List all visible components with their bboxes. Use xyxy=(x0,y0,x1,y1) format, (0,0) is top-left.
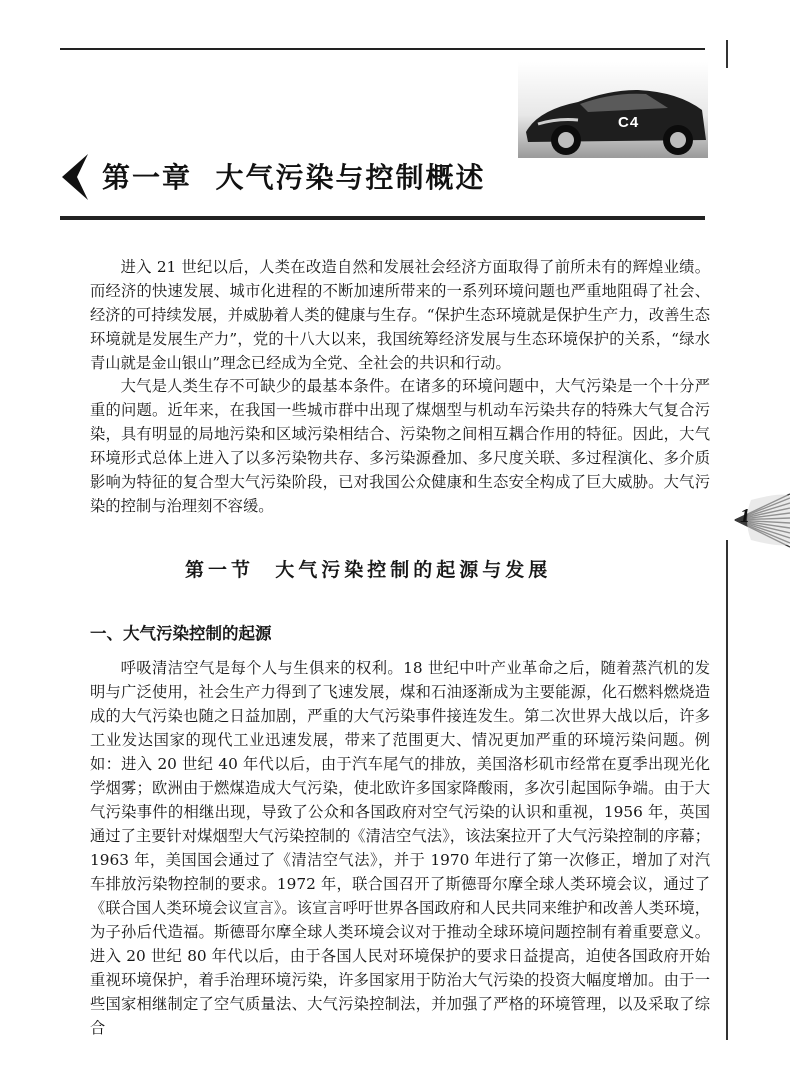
chapter-arrow-icon xyxy=(62,154,88,200)
car-logo-text: C4 xyxy=(618,114,640,131)
car-illustration-icon xyxy=(518,62,708,158)
subsection-title: 一、大气污染控制的起源 xyxy=(90,624,272,643)
section-title: 第一节 大气污染控制的起源与发展 xyxy=(185,559,552,581)
car-photo xyxy=(518,62,708,158)
body-paragraph-3: 呼吸清洁空气是每个人与生俱来的权利。18 世纪中叶产业革命之后，随着蒸汽机的发明与广泛使用，社会生产力得到了飞速发展，煤和石油逐渐成为主要能源，化石燃料燃烧造成的大气污染也随之日益加剧，严重的大气污染事件接连发生。第二次世界大战以后，许多工业发达国家的现代工业迅速发展，带来了范围更大、情况更加严重的环境污染问题。例如：进入 20 世纪 40 年代以后，由于汽车尾气的排放，美国洛杉矶市经常在夏季出现光化学烟雾；欧洲由于燃煤造成大气污染，使北欧许多国家降酸雨，多次引起国际争端。由于大气污染事件的相继出现，导致了公众和各国政府对空气污染的认识和重视，1956 年，英国通过了主要针对煤烟型大气污染控制的《清洁空气法》，该法案拉开了大气污染控制的序幕；1963 年，美国国会通过了《清洁空气法》，并于 1970 年进行了第一次修正，增加了对汽车排放污染物控制的要求。1972 年，联合国召开了斯德哥尔摩全球人类环境会议，通过了《联合国人类环境会议宣言》。该宣言呼吁世界各国政府和人民共同来维护和改善人类环境，为子孙后代造福。斯德哥尔摩全球人类环境会议对于推动全球环境问题控制有着重要意义。进入 20 世纪 80 年代以后，由于各国人民对环境保护的要求日益提高，迫使各国政府开始重视环境保护，着手治理环境污染，许多国家用于防治大气污染的投资大幅度增加。由于一些国家相继制定了空气质量法、大气污染控制法，并加强了严格的环境管理，以及采取了综合 xyxy=(90,659,710,1037)
margin-line-top xyxy=(726,40,728,68)
header-bottom-rule xyxy=(60,216,705,220)
body-paragraph-1: 进入 21 世纪以后，人类在改造自然和发展社会经济方面取得了前所未有的辉煌业绩。而经济的快速发展、城市化进程的不断加速所带来的一系列环境问题也严重地阻碍了社会、经济的可持续发展，并威胁着人类的健康与生存。“保护生态环境就是保护生产力，改善生态环境就是发展生产力”，党的十八大以来，我国统筹经济发展与生态环境保护的关系，“绿水青山就是金山银山”理念已经成为全党、全社会的共识和行动。 xyxy=(90,258,710,372)
margin-line-bottom xyxy=(726,540,728,1040)
chapter-title: 第一章 大气污染与控制概述 xyxy=(102,161,486,194)
header-top-rule xyxy=(60,48,705,50)
body-paragraph-2: 大气是人类生存不可缺少的最基本条件。在诸多的环境问题中，大气污染是一个十分严重的问题。近年来，在我国一些城市群中出现了煤烟型与机动车污染共存的特殊大气复合污染，具有明显的局地污染和区域污染相结合、污染物之间相互耦合作用的特征。因此，大气环境形式总体上进入了以多污染物共存、多污染源叠加、多尺度关联、多过程演化、多介质影响为特征的复合型大气污染阶段，已对我国公众健康和生态安全构成了巨大威胁。大气污染的控制与治理刻不容缓。 xyxy=(90,377,710,515)
page-number: 1 xyxy=(740,505,750,527)
